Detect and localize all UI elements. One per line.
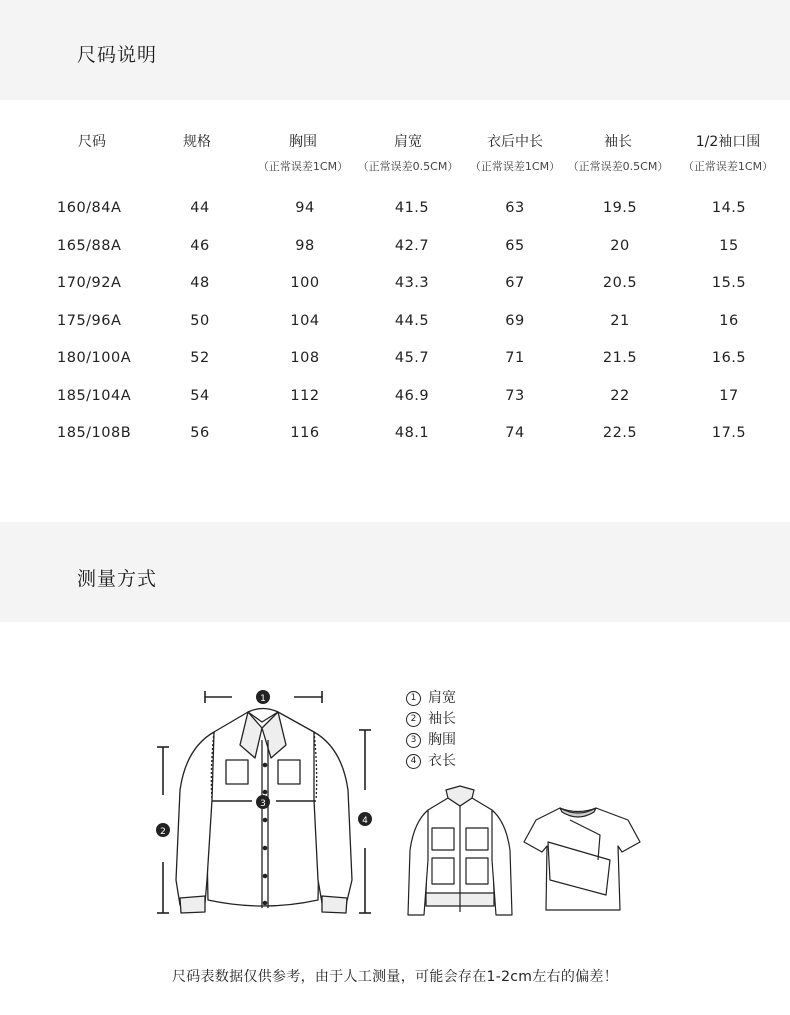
measurement-cell: 94 [295, 200, 315, 216]
measurement-cell: 20.5 [602, 275, 638, 291]
measurement-cell: 43.3 [394, 275, 430, 291]
header-label: 胸围 [288, 134, 317, 150]
measurement-cell: 16.5 [711, 350, 747, 366]
measurement-cell: 15 [719, 238, 739, 254]
legend-label: 胸围 [428, 732, 456, 748]
table-row [0, 313, 790, 337]
table-header-cell [183, 130, 211, 154]
table-header-cell [683, 130, 773, 174]
marker-number: 3 [260, 799, 266, 809]
size-label-cell: 175/96A [57, 313, 122, 329]
measurement-cell: 48.1 [394, 425, 430, 441]
tshirt-illustration [524, 808, 640, 910]
measurement-cell: 21.5 [602, 350, 638, 366]
measurement-cell: 46 [190, 238, 210, 254]
measurement-header [0, 522, 790, 622]
measurement-cell: 100 [290, 275, 320, 291]
measurement-cell: 44.5 [394, 313, 430, 329]
legend-item [406, 751, 456, 772]
marker-3 [256, 795, 270, 809]
measurement-cell: 21 [610, 313, 630, 329]
table-header-cell [258, 130, 348, 174]
size-label-cell: 160/84A [57, 200, 122, 216]
measurement-cell: 73 [505, 388, 525, 404]
measurement-cell: 14.5 [711, 200, 747, 216]
table-row [0, 200, 790, 224]
size-label-cell: 170/92A [57, 275, 122, 291]
measurement-cell: 116 [290, 425, 320, 441]
header-tolerance-note: （正常误差1CM） [682, 160, 774, 173]
header-label: 1/2袖口围 [695, 134, 761, 150]
legend-label: 袖长 [428, 711, 456, 727]
header-label: 尺码 [78, 134, 106, 150]
table-row [0, 388, 790, 412]
measurement-cell: 45.7 [394, 350, 430, 366]
measurement-cell: 22 [610, 388, 630, 404]
table-row [0, 275, 790, 299]
measurement-cell: 98 [295, 238, 315, 254]
measurement-cell: 54 [190, 388, 210, 404]
table-header-cell [568, 130, 669, 174]
measurement-cell: 56 [190, 425, 210, 441]
measurement-cell: 112 [290, 388, 320, 404]
marker-1 [256, 690, 270, 704]
size-label-cell: 185/108B [57, 425, 132, 441]
header-tolerance-note: （正常误差0.5CM） [357, 160, 459, 173]
marker-number: 2 [160, 827, 166, 837]
legend-item [406, 688, 456, 709]
measurement-cell: 44 [190, 200, 210, 216]
measurement-cell: 69 [505, 313, 525, 329]
measurement-cell: 50 [190, 313, 210, 329]
legend-item [406, 709, 456, 730]
header-label: 肩宽 [393, 134, 422, 150]
size-label-cell: 185/104A [57, 388, 132, 404]
marker-number: 1 [260, 694, 266, 704]
table-row [0, 238, 790, 262]
measurement-cell: 71 [505, 350, 525, 366]
header-label: 衣后中长 [486, 134, 543, 150]
size-label-cell: 180/100A [57, 350, 132, 366]
measurement-cell: 67 [505, 275, 525, 291]
table-row [0, 425, 790, 449]
size-guide-title: 尺码说明 [77, 44, 158, 66]
marker-2 [156, 823, 170, 837]
measurement-cell: 19.5 [602, 200, 638, 216]
table-header-cell [78, 130, 106, 154]
header-tolerance-note: （正常误差1CM） [469, 160, 561, 173]
measurement-cell: 63 [505, 200, 525, 216]
header-label: 规格 [183, 134, 211, 150]
marker-number: 4 [362, 816, 368, 826]
measurement-cell: 52 [190, 350, 210, 366]
measurement-title: 测量方式 [77, 568, 158, 590]
measurement-cell: 42.7 [394, 238, 430, 254]
measurement-diagram [0, 660, 790, 940]
measurement-cell: 15.5 [711, 275, 747, 291]
header-label: 袖长 [603, 134, 632, 150]
legend-number: 3 [406, 733, 421, 748]
measurement-cell: 108 [290, 350, 320, 366]
measurement-cell: 65 [505, 238, 525, 254]
legend-number: 2 [406, 712, 421, 727]
legend-number: 1 [406, 691, 421, 706]
disclaimer-footnote: 尺码表数据仅供参考，由于人工测量，可能会存在1-2cm左右的偏差！ [171, 969, 619, 985]
measurement-cell: 48 [190, 275, 210, 291]
measurement-cell: 104 [290, 313, 320, 329]
marker-4 [358, 812, 372, 826]
legend-item [406, 730, 456, 751]
size-guide-header [0, 0, 790, 100]
legend-label: 肩宽 [428, 690, 456, 706]
measurement-legend [406, 688, 456, 772]
measurement-cell: 17 [719, 388, 739, 404]
measurement-cell: 41.5 [394, 200, 430, 216]
legend-label: 衣长 [428, 753, 456, 769]
measurement-cell: 74 [505, 425, 525, 441]
table-row [0, 350, 790, 374]
jacket-illustration [408, 786, 512, 915]
measurement-cell: 17.5 [711, 425, 747, 441]
header-tolerance-note: （正常误差0.5CM） [567, 160, 669, 173]
header-tolerance-note: （正常误差1CM） [257, 160, 349, 173]
shirt-illustration [176, 709, 352, 914]
table-header-cell [470, 130, 560, 174]
table-header-cell [358, 130, 459, 174]
measurement-cell: 22.5 [602, 425, 638, 441]
size-label-cell: 165/88A [57, 238, 122, 254]
measurement-cell: 20 [610, 238, 630, 254]
measurement-cell: 46.9 [394, 388, 430, 404]
measurement-cell: 16 [719, 313, 739, 329]
legend-number: 4 [406, 754, 421, 769]
